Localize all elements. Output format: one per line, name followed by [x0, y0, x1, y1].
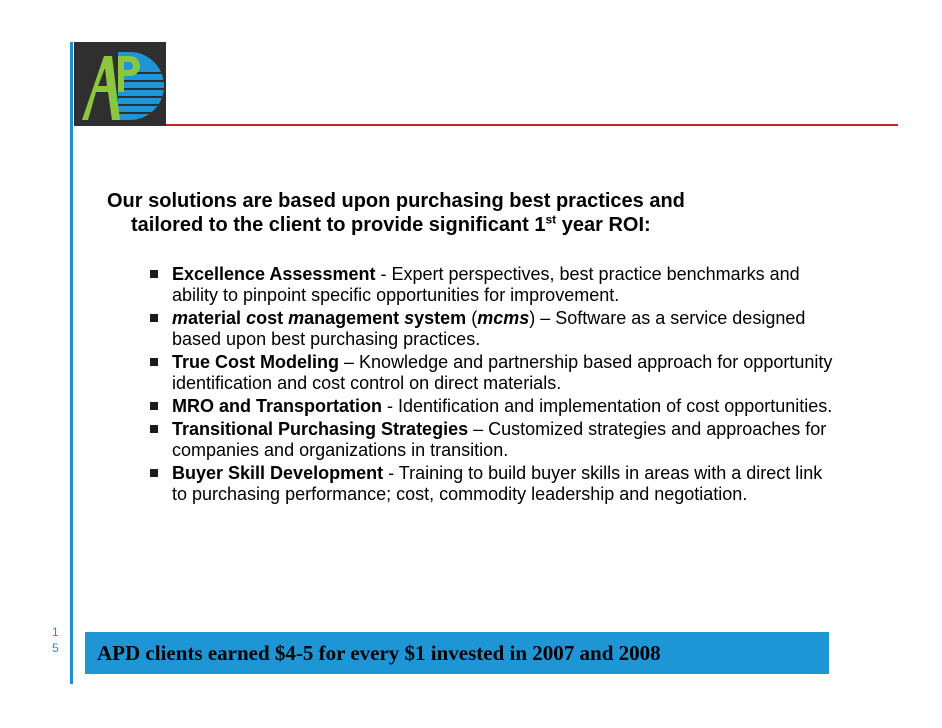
- solution-item-text: (: [466, 308, 478, 328]
- solution-item-text: – Knowledge and partnership based approach for opportunity identification and cost control on direct materials.: [172, 352, 833, 393]
- solution-item-title: ost: [256, 308, 289, 328]
- solution-item-text: - Identification and implementation of cost opportunities.: [382, 396, 833, 416]
- solution-item: [150, 308, 840, 350]
- left-accent-rule: [70, 42, 73, 684]
- roi-banner-text: APD clients earned $4-5 for every $1 invested in 2007 and 2008: [97, 641, 661, 665]
- solution-item: [150, 264, 840, 306]
- ordinal-superscript: st: [545, 212, 557, 227]
- solution-item-title: m: [288, 308, 305, 328]
- apd-logo-graphic: [74, 42, 166, 126]
- solution-item: [150, 396, 840, 417]
- intro-line-2-end: year ROI:: [556, 214, 651, 236]
- square-bullet-icon: [150, 314, 158, 322]
- solution-item-title: MRO and Transportation: [172, 396, 383, 416]
- square-bullet-icon: [150, 358, 158, 366]
- top-accent-rule: [164, 124, 898, 126]
- square-bullet-icon: [150, 402, 158, 410]
- apd-logo: [74, 42, 166, 126]
- solution-item-title: aterial: [188, 308, 247, 328]
- square-bullet-icon: [150, 270, 158, 278]
- solution-item-title: True Cost Modeling: [172, 352, 340, 372]
- solution-item-title: s: [404, 308, 415, 328]
- solution-item-text: ) – Software as a service designed based upon best purchasing practices.: [172, 308, 806, 349]
- solution-item: [150, 463, 840, 505]
- solutions-list: [150, 264, 840, 507]
- solution-item-title: ystem: [414, 308, 467, 328]
- solution-item-title: Excellence Assessment: [172, 264, 376, 284]
- intro-line-2: tailored to the client to provide significant 1: [131, 214, 546, 236]
- page-number: 1 5: [52, 625, 59, 655]
- solution-item-title: Transitional Purchasing Strategies: [172, 419, 469, 439]
- intro-heading: [107, 189, 851, 237]
- intro-line-1: Our solutions are based upon purchasing best practices and: [107, 190, 685, 212]
- solution-item: [150, 352, 840, 394]
- solution-item-title: c: [246, 308, 257, 328]
- solution-item-title: Buyer Skill Development: [172, 463, 384, 483]
- square-bullet-icon: [150, 469, 158, 477]
- solution-item-title: m: [172, 308, 189, 328]
- solution-item-text: - Expert perspectives, best practice benchmarks and ability to pinpoint specific opportunities for improvement.: [172, 264, 800, 305]
- solution-item-title: anagement: [304, 308, 405, 328]
- square-bullet-icon: [150, 425, 158, 433]
- solution-item-text: - Training to build buyer skills in areas with a direct link to purchasing performance; cost, commodity leadership and negotiation.: [172, 463, 823, 504]
- solution-item-title: mcms: [477, 308, 530, 328]
- solution-item-text: – Customized strategies and approaches for companies and organizations in transition.: [172, 419, 827, 460]
- roi-banner: [85, 632, 829, 674]
- solution-item: [150, 419, 840, 461]
